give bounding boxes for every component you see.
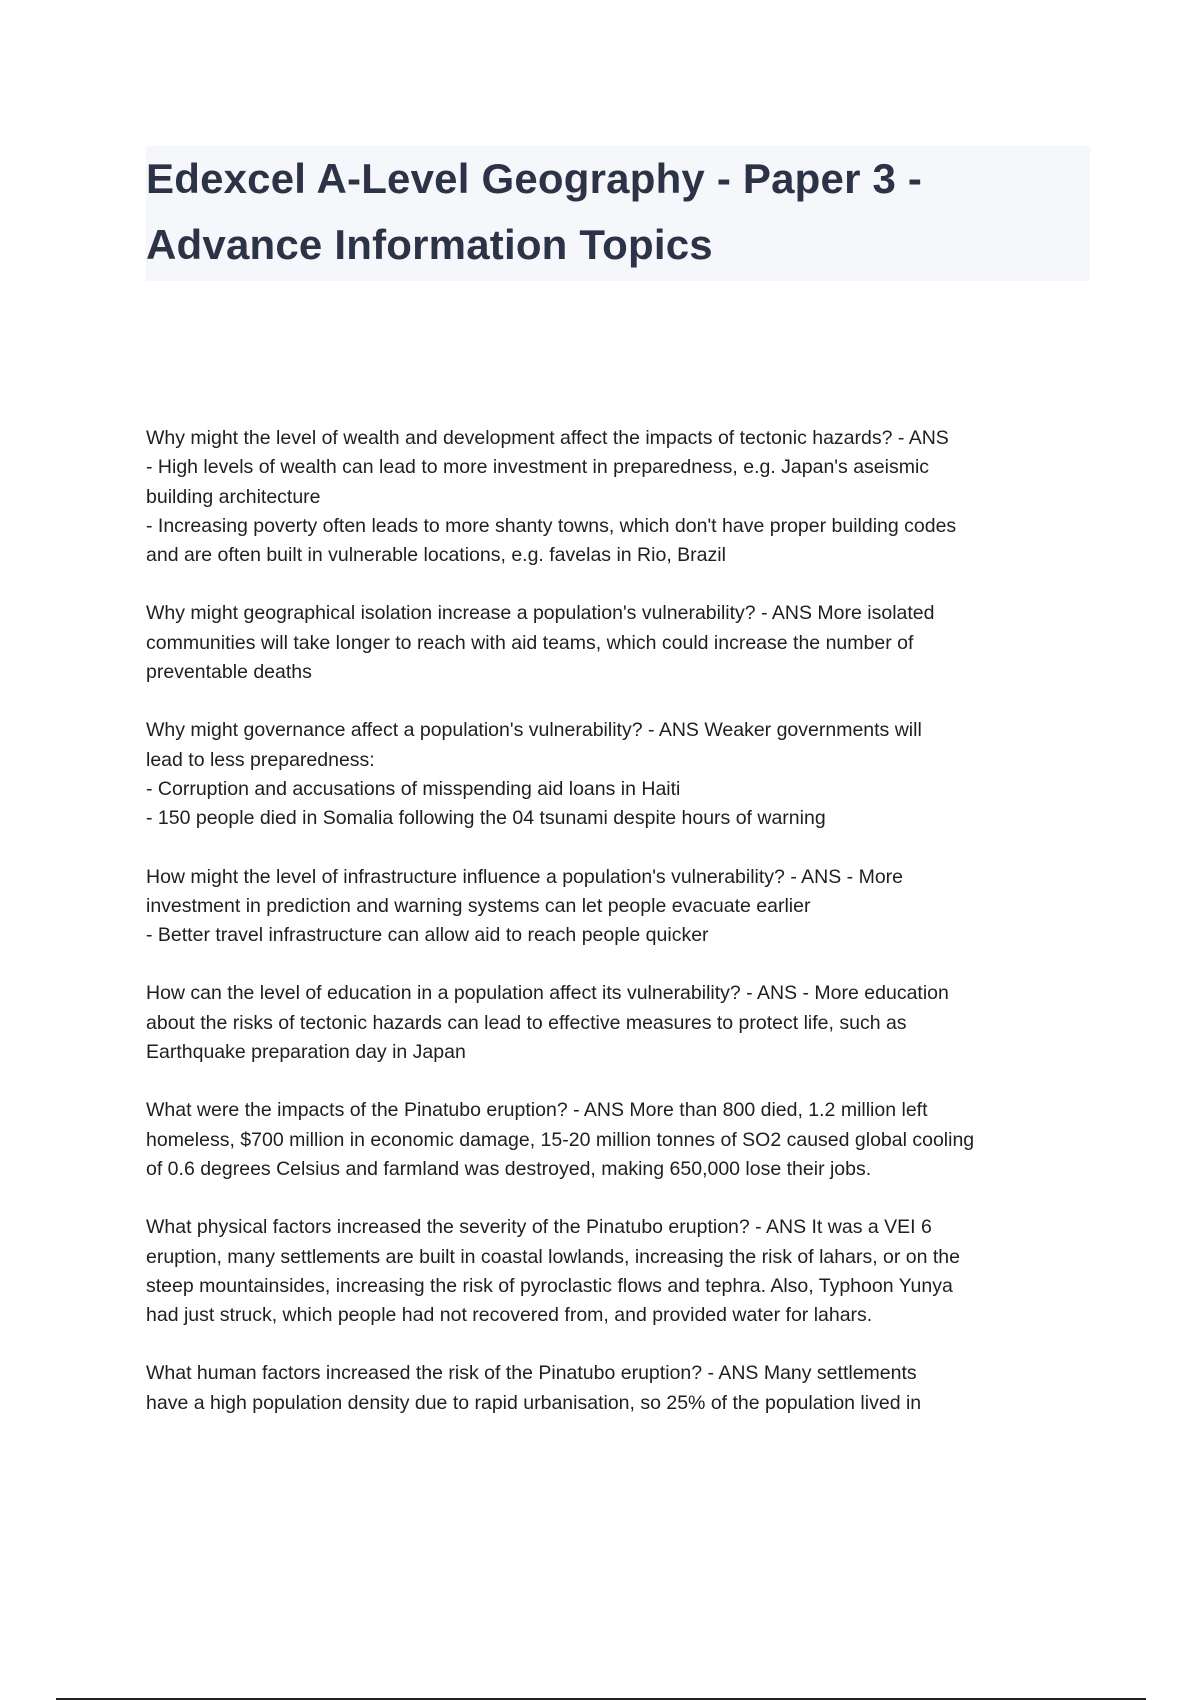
qa-line: What human factors increased the risk of the Pinatubo eruption? - ANS Many settlements — [146, 1362, 917, 1385]
qa-line: steep mountainsides, increasing the risk of pyroclastic flows and tephra. Also, Typhoon Yunya — [146, 1274, 953, 1297]
page-title — [146, 146, 1082, 278]
qa-entry-wealth — [146, 424, 1096, 570]
qa-entry-education — [146, 979, 1096, 1067]
qa-line: homeless, $700 million in economic damage, 15-20 million tonnes of SO2 caused global cooling — [146, 1128, 975, 1151]
qa-line: - Increasing poverty often leads to more shanty towns, which don't have proper building codes — [146, 514, 957, 537]
qa-line: - Better travel infrastructure can allow aid to reach people quicker — [146, 924, 709, 947]
qa-line: have a high population density due to rapid urbanisation, so 25% of the population lived in — [146, 1391, 922, 1414]
qa-line: preventable deaths — [146, 661, 312, 684]
qa-line: communities will take longer to reach with aid teams, which could increase the number of — [146, 631, 914, 654]
qa-entry-governance — [146, 716, 1096, 833]
qa-line: How might the level of infrastructure influence a population's vulnerability? - ANS - More — [146, 865, 904, 888]
qa-line: - 150 people died in Somalia following the 04 tsunami despite hours of warning — [146, 807, 826, 830]
qa-entry-pinatubo-impacts — [146, 1096, 1096, 1184]
qa-line: and are often built in vulnerable locations, e.g. favelas in Rio, Brazil — [146, 544, 726, 567]
qa-line: Why might geographical isolation increase a population's vulnerability? - ANS More isolated — [146, 602, 935, 625]
page-title-line-1: Edexcel A-Level Geography - Paper 3 - — [146, 155, 923, 202]
qa-entry-pinatubo-human — [146, 1359, 1096, 1418]
qa-line: building architecture — [146, 485, 321, 508]
qa-entry-isolation — [146, 599, 1096, 687]
qa-line: What were the impacts of the Pinatubo eruption? - ANS More than 800 died, 1.2 million left — [146, 1099, 928, 1122]
qa-line: - Corruption and accusations of misspending aid loans in Haiti — [146, 777, 681, 800]
qa-content — [146, 424, 1096, 1447]
qa-line: Why might the level of wealth and development affect the impacts of tectonic hazards? - ANS — [146, 427, 949, 449]
qa-line: How can the level of education in a population affect its vulnerability? - ANS - More education — [146, 982, 949, 1005]
page-title-line-2: Advance Information Topics — [146, 221, 713, 268]
qa-line: What physical factors increased the severity of the Pinatubo eruption? - ANS It was a VEI 6 — [146, 1216, 932, 1239]
title-box — [146, 146, 1090, 281]
qa-line: Earthquake preparation day in Japan — [146, 1041, 466, 1064]
qa-line: about the risks of tectonic hazards can lead to effective measures to protect life, such as — [146, 1011, 907, 1034]
qa-line: investment in prediction and warning systems can let people evacuate earlier — [146, 894, 811, 917]
qa-line: - High levels of wealth can lead to more investment in preparedness, e.g. Japan's aseismic — [146, 456, 930, 479]
qa-entry-pinatubo-physical — [146, 1213, 1096, 1330]
qa-line: eruption, many settlements are built in coastal lowlands, increasing the risk of lahars, or on the — [146, 1245, 961, 1268]
qa-line: had just struck, which people had not recovered from, and provided water for lahars. — [146, 1304, 873, 1327]
qa-entry-infrastructure — [146, 863, 1096, 951]
qa-line: of 0.6 degrees Celsius and farmland was destroyed, making 650,000 lose their jobs. — [146, 1157, 872, 1180]
qa-line: Why might governance affect a population's vulnerability? - ANS Weaker governments will — [146, 719, 922, 742]
qa-line: lead to less preparedness: — [146, 748, 375, 771]
